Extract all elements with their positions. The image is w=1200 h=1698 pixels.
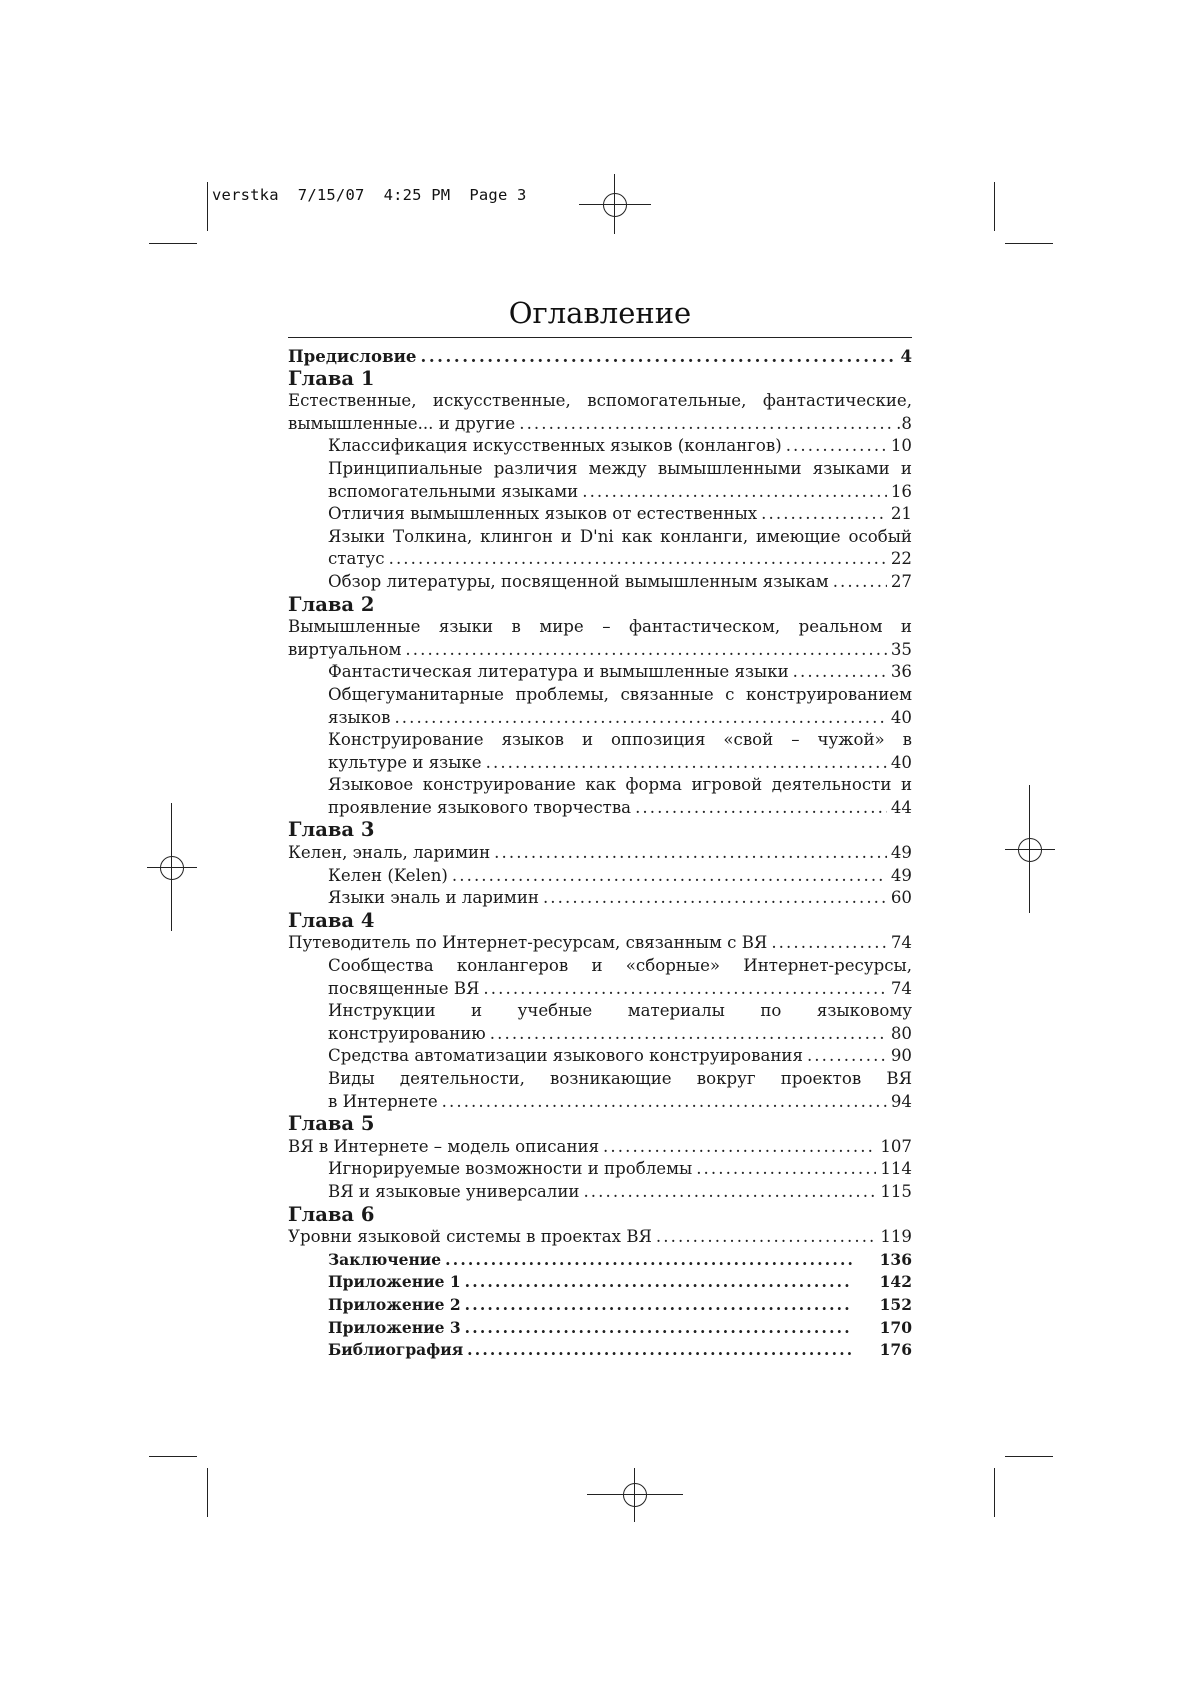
toc-entry bbox=[288, 616, 912, 661]
page-number: 107 bbox=[880, 1136, 912, 1156]
table-of-contents bbox=[288, 292, 912, 1362]
entry-title: Приложение 2 bbox=[328, 1294, 461, 1314]
toc-title: Оглавление bbox=[508, 296, 692, 330]
dot-leader bbox=[771, 932, 887, 955]
crop-mark bbox=[994, 182, 995, 231]
entry-title: Приложение 1 bbox=[328, 1272, 461, 1292]
page-number: 35 bbox=[890, 639, 912, 659]
page-number: .8 bbox=[896, 413, 912, 433]
dot-leader bbox=[465, 1294, 852, 1317]
entry-title: Библиография bbox=[328, 1340, 464, 1360]
toc-entry bbox=[288, 1294, 912, 1317]
dot-leader bbox=[656, 1226, 876, 1249]
registration-mark-bottom bbox=[587, 1468, 683, 1522]
toc-entry bbox=[288, 955, 912, 1000]
entry-text-line: Естественные, искусственные, вспомогательные, фантастические, bbox=[288, 391, 912, 411]
entry-text-line: Сообщества конлангеров и «сборные» Интернет-ресурсы, bbox=[328, 956, 912, 976]
toc-entry bbox=[288, 1000, 912, 1045]
toc-entry bbox=[288, 887, 912, 910]
page-number: 16 bbox=[890, 481, 912, 501]
page-number: 94 bbox=[890, 1091, 912, 1111]
entry-title: вымышленные... и другие bbox=[288, 413, 516, 433]
crop-mark bbox=[207, 1468, 208, 1517]
dot-leader bbox=[786, 435, 887, 458]
toc-entry bbox=[288, 390, 912, 435]
entry-title: виртуальном bbox=[288, 639, 402, 659]
toc-entry bbox=[288, 526, 912, 571]
page-number: 136 bbox=[879, 1249, 912, 1269]
entry-title: Средства автоматизации языкового конструирования bbox=[328, 1046, 803, 1066]
chapter-heading: Глава 2 bbox=[288, 592, 375, 616]
page-number: 40 bbox=[890, 752, 912, 772]
page-number: 80 bbox=[890, 1023, 912, 1043]
entry-title: Классификация искусственных языков (конлангов) bbox=[328, 436, 782, 456]
entry-title: культуре и языке bbox=[328, 752, 482, 772]
toc-entry bbox=[288, 865, 912, 888]
dot-leader bbox=[696, 1158, 876, 1181]
page-number: 60 bbox=[890, 888, 912, 908]
entry-title: Игнорируемые возможности и проблемы bbox=[328, 1159, 693, 1179]
entry-text-line: Языки Толкина, клингон и D'ni как конланги, имеющие особый bbox=[328, 526, 912, 546]
dot-leader bbox=[420, 345, 896, 368]
chapter-heading: Глава 4 bbox=[288, 908, 375, 932]
dot-leader bbox=[405, 639, 886, 662]
toc-entry bbox=[288, 842, 912, 865]
dot-leader bbox=[494, 842, 887, 865]
page-number: 74 bbox=[890, 978, 912, 998]
toc-entry bbox=[288, 1181, 912, 1204]
dot-leader bbox=[603, 1136, 876, 1159]
registration-mark-top bbox=[579, 174, 651, 234]
entry-text-line: Вымышленные языки в мире – фантастическом, реальном и bbox=[288, 617, 912, 637]
toc-entry bbox=[288, 571, 912, 594]
toc-entry bbox=[288, 1317, 912, 1340]
dot-leader bbox=[389, 548, 887, 571]
crop-mark bbox=[207, 182, 208, 231]
toc-entry bbox=[288, 1068, 912, 1113]
toc-entry bbox=[288, 684, 912, 729]
entry-title: посвященные ВЯ bbox=[328, 978, 480, 998]
dot-leader bbox=[793, 661, 887, 684]
entry-text-line: Инструкции и учебные материалы по языковому bbox=[328, 1001, 912, 1021]
crop-mark bbox=[1005, 1456, 1053, 1457]
toc-entry bbox=[288, 1339, 912, 1362]
dot-leader bbox=[394, 707, 886, 730]
toc-entry bbox=[288, 661, 912, 684]
entry-title: Путеводитель по Интернет-ресурсам, связанным с ВЯ bbox=[288, 933, 768, 953]
crop-mark bbox=[149, 1456, 197, 1457]
chapter-heading: Глава 5 bbox=[288, 1112, 375, 1136]
page-number: 115 bbox=[880, 1181, 912, 1201]
toc-entry bbox=[288, 729, 912, 774]
title-rule bbox=[288, 337, 912, 338]
dot-leader bbox=[483, 978, 886, 1001]
entry-title: языков bbox=[328, 707, 391, 727]
toc-entry bbox=[288, 1226, 912, 1249]
registration-mark-right bbox=[1005, 785, 1055, 913]
toc-entry bbox=[288, 774, 912, 819]
page-number: 152 bbox=[879, 1294, 912, 1314]
dot-leader bbox=[761, 503, 887, 526]
page-number: 90 bbox=[890, 1046, 912, 1066]
dot-leader bbox=[543, 887, 887, 910]
dot-leader bbox=[465, 1317, 852, 1340]
toc-entry bbox=[288, 1045, 912, 1068]
entry-title: ВЯ и языковые универсалии bbox=[328, 1181, 580, 1201]
entry-title: конструированию bbox=[328, 1023, 486, 1043]
registration-mark-left bbox=[147, 803, 197, 931]
dot-leader bbox=[465, 1271, 852, 1294]
entry-title: Келен, эналь, ларимин bbox=[288, 843, 491, 863]
page-number: 142 bbox=[879, 1272, 912, 1292]
entry-title: Языки эналь и ларимин bbox=[328, 888, 539, 908]
entry-title: Отличия вымышленных языков от естественных bbox=[328, 504, 758, 524]
toc-entry bbox=[288, 1271, 912, 1294]
entry-title: проявление языкового творчества bbox=[328, 797, 632, 817]
entry-title: Келен (Kelen) bbox=[328, 865, 448, 885]
page-number: 170 bbox=[879, 1317, 912, 1337]
entry-title: ВЯ в Интернете – модель описания bbox=[288, 1136, 600, 1156]
page-number: 27 bbox=[890, 571, 912, 591]
entry-title: Приложение 3 bbox=[328, 1317, 461, 1337]
entry-title: Обзор литературы, посвященной вымышленным языкам bbox=[328, 571, 829, 591]
dot-leader bbox=[442, 1091, 887, 1114]
page-number: 49 bbox=[890, 865, 912, 885]
toc-entry bbox=[288, 503, 912, 526]
page-number: 10 bbox=[890, 436, 912, 456]
toc-entry bbox=[288, 1158, 912, 1181]
dot-leader bbox=[807, 1045, 887, 1068]
dot-leader bbox=[467, 1339, 851, 1362]
entry-title: Заключение bbox=[328, 1249, 442, 1269]
entry-text-line: Общегуманитарные проблемы, связанные с конструированием bbox=[328, 684, 912, 704]
entry-title: в Интернете bbox=[328, 1091, 438, 1111]
toc-entry bbox=[288, 1249, 912, 1272]
toc-entry bbox=[288, 458, 912, 503]
dot-leader bbox=[635, 797, 887, 820]
entry-title: Предисловие bbox=[288, 346, 417, 366]
entry-text-line: Виды деятельности, возникающие вокруг проектов ВЯ bbox=[328, 1069, 912, 1088]
toc-entries bbox=[288, 345, 912, 1362]
crop-mark bbox=[994, 1468, 995, 1517]
entry-title: статус bbox=[328, 549, 385, 569]
crop-mark bbox=[149, 243, 197, 244]
page-number: 114 bbox=[880, 1159, 912, 1179]
dot-leader bbox=[519, 413, 892, 436]
page-number: 21 bbox=[890, 504, 912, 524]
page-slug: verstka 7/15/07 4:25 PM Page 3 bbox=[212, 186, 527, 204]
dot-leader bbox=[833, 571, 887, 594]
page-number: 119 bbox=[880, 1227, 912, 1247]
page-number: 36 bbox=[890, 662, 912, 682]
dot-leader bbox=[582, 481, 887, 504]
page-number: 22 bbox=[890, 549, 912, 569]
page-number: 40 bbox=[890, 707, 912, 727]
entry-text-line: Конструирование языков и оппозиция «свой – чужой» в bbox=[328, 730, 912, 750]
entry-title: Уровни языковой системы в проектах ВЯ bbox=[288, 1227, 652, 1247]
page-number: 4 bbox=[900, 346, 912, 366]
dot-leader bbox=[445, 1249, 851, 1272]
page-number: 74 bbox=[890, 933, 912, 953]
dot-leader bbox=[583, 1181, 876, 1204]
entry-text-line: Принципиальные различия между вымышленными языками и bbox=[328, 458, 912, 478]
crop-mark bbox=[1005, 243, 1053, 244]
toc-entry bbox=[288, 345, 912, 368]
dot-leader bbox=[490, 1023, 887, 1046]
chapter-heading: Глава 6 bbox=[288, 1202, 375, 1226]
toc-entry bbox=[288, 435, 912, 458]
chapter-heading: Глава 1 bbox=[288, 366, 375, 390]
entry-text-line: Языковое конструирование как форма игровой деятельности и bbox=[328, 775, 912, 795]
dot-leader bbox=[452, 865, 887, 888]
dot-leader bbox=[486, 752, 887, 775]
chapter-heading: Глава 3 bbox=[288, 818, 375, 842]
page-number: 176 bbox=[879, 1340, 912, 1360]
toc-entry bbox=[288, 1136, 912, 1159]
entry-title: Фантастическая литература и вымышленные языки bbox=[328, 662, 789, 682]
page-number: 49 bbox=[890, 843, 912, 863]
entry-title: вспомогательными языками bbox=[328, 481, 579, 501]
page-number: 44 bbox=[890, 797, 912, 817]
toc-entry bbox=[288, 932, 912, 955]
